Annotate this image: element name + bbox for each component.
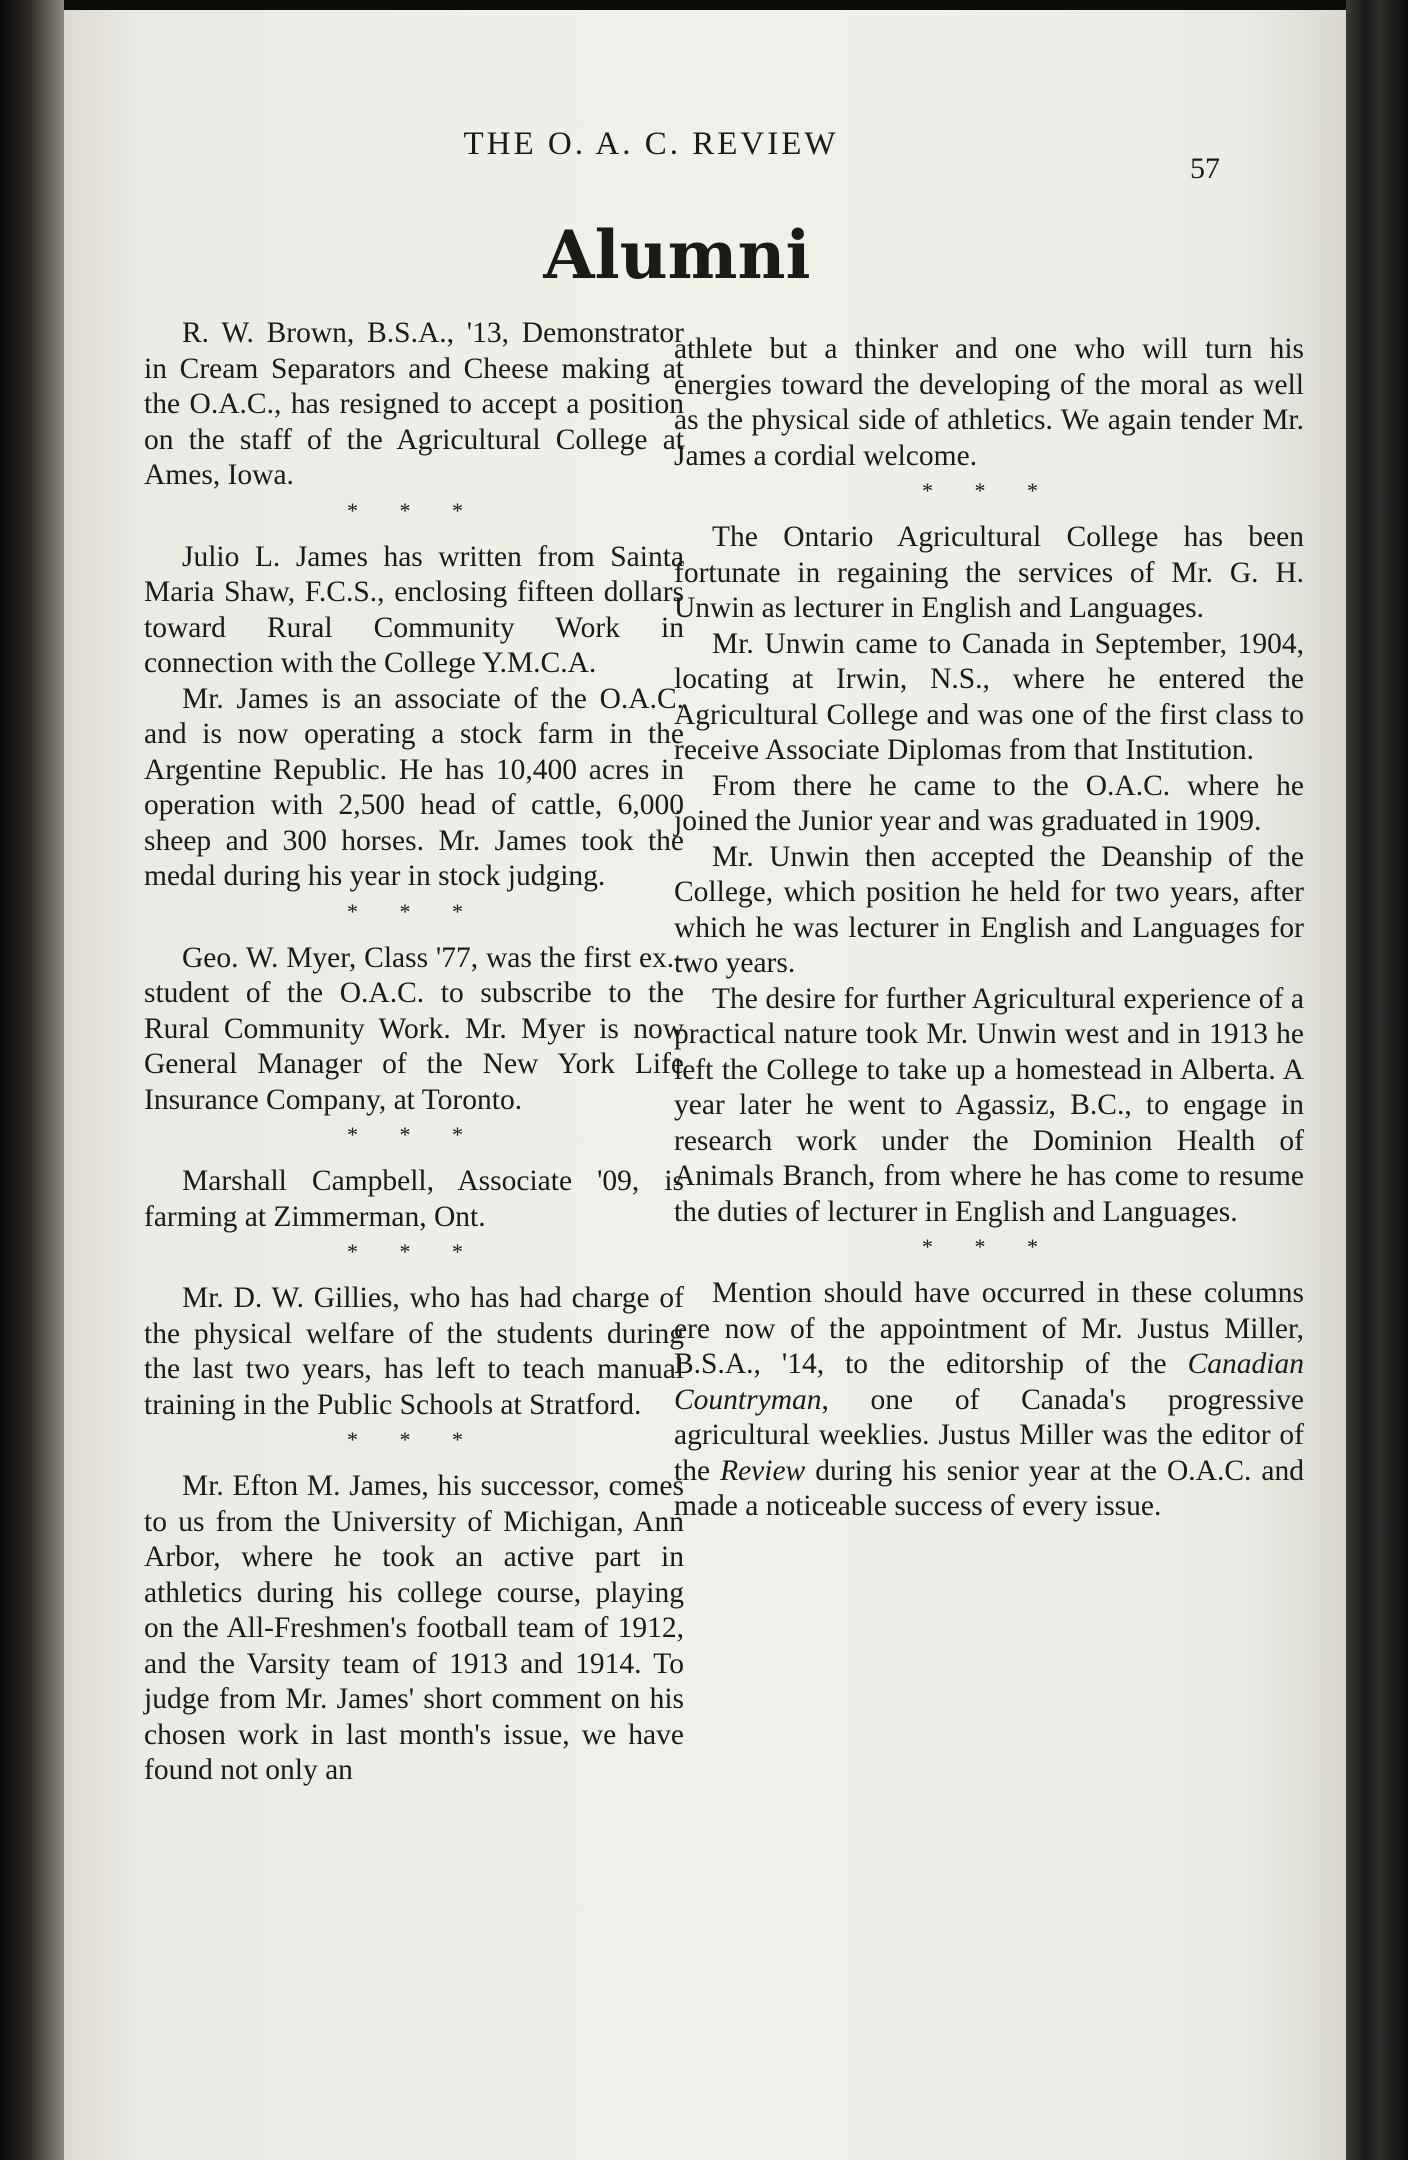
separator: * * *: [347, 1427, 481, 1452]
publication-title-review: Review: [720, 1454, 806, 1487]
book-page: [64, 10, 1346, 2160]
article-gillies: Mr. D. W. Gillies, who has had charge of the physical welfare of the students during the last two years, has left to teach manual training in the Public Schools at Stratford.: [144, 1282, 684, 1421]
separator: * * *: [922, 478, 1056, 503]
separator: * * *: [922, 1234, 1056, 1259]
book-spine-shadow: [0, 0, 64, 2160]
page-edge-shadow: [1346, 0, 1408, 2160]
article-unwin-oac: From there he came to the O.A.C. where he joined the Junior year and was graduated in 1909.: [674, 769, 1304, 837]
section-title: Alumni: [543, 216, 811, 294]
separator: * * *: [347, 497, 481, 523]
article-james-letter: Julio L. James has written from Sainta Maria Shaw, F.C.S., enclosing fifteen dollars toward Rural Community Work in connection with the College Y.M.C.A.: [144, 540, 684, 679]
article-james-farm: Mr. James is an associate of the O.A.C. and is now operating a stock farm in the Argentine Republic. He has 10,400 acres in operation with 2,500 head of cattle, 6,000 sheep and 300 horses. Mr. James took the medal during his year in stock judging.: [144, 682, 684, 892]
article-efton-james: Mr. Efton M. James, his successor, comes to us from the University of Michigan, Ann Arbor, where he took an active part in athletics during his college course, playing on the All-Freshmen's football team of 1912, and the Varsity team of 1913 and 1914. To judge from Mr. James' short comment on his chosen work in last month's issue, we have found not only an: [144, 1470, 684, 1786]
article-miller-text-3: during his senior year at the O.A.C. and made a noticeable success of every issue.: [674, 1454, 1304, 1522]
right-column: [674, 332, 1304, 1525]
page-number: 57: [1190, 152, 1220, 185]
separator: * * *: [347, 898, 481, 924]
article-unwin-dean: Mr. Unwin then accepted the Deanship of the College, which position he held for two years, after which he was lecturer in English and Languages for two years.: [674, 840, 1304, 979]
separator: * * *: [347, 1122, 481, 1147]
article-miller-text-1: Mention should have occurred in these columns ere now of the appointment of Mr. Justus Miller, B.S.A., '14, to the editorship of the: [674, 1277, 1304, 1380]
separator: * * *: [347, 1239, 481, 1264]
article-unwin-intro: The Ontario Agricultural College has been fortunate in regaining the services of Mr. G. H. Unwin as lecturer in English and Languages.: [674, 521, 1304, 624]
article-unwin-arrival: Mr. Unwin came to Canada in September, 1904, locating at Irwin, N.S., where he entered the Agricultural College and was one of the first class to receive Associate Diplomas from that Institution.: [674, 627, 1304, 766]
article-myer: Geo. W. Myer, Class '77, was the first ex.-student of the O.A.C. to subscribe to the Rural Community Work. Mr. Myer is now General Manager of the New York Life Insurance Company, at Toronto.: [144, 941, 684, 1116]
running-head: THE O. A. C. REVIEW: [463, 126, 839, 162]
publication-title-countryman: Canadian Countryman: [674, 1348, 1304, 1416]
article-miller: [674, 1276, 1304, 1525]
scan-top-edge: [0, 0, 1408, 10]
article-miller-text-2: , one of Canada's progressive agricultural weeklies. Justus Miller was the editor of the: [674, 1383, 1304, 1487]
article-brown: R. W. Brown, B.S.A., '13, Demonstrator in Cream Separators and Cheese making at the O.A.C., has resigned to accept a position on the staff of the Agricultural College at Ames, Iowa.: [144, 317, 684, 491]
article-unwin-west: The desire for further Agricultural experience of a practical nature took Mr. Unwin west and in 1913 he left the College to take up a homestead in Alberta. A year later he went to Agassiz, B.C., to engage in research work under the Dominion Health of Animals Branch, from where he has come to resume the duties of lecturer in English and Languages.: [674, 982, 1304, 1228]
left-column: [144, 316, 684, 1789]
article-campbell: Marshall Campbell, Associate '09, is farming at Zimmerman, Ont.: [144, 1165, 684, 1233]
article-efton-james-cont: athlete but a thinker and one who will turn his energies toward the developing of the moral as well as the physical side of athletics. We again tender Mr. James a cordial welcome.: [674, 333, 1304, 472]
